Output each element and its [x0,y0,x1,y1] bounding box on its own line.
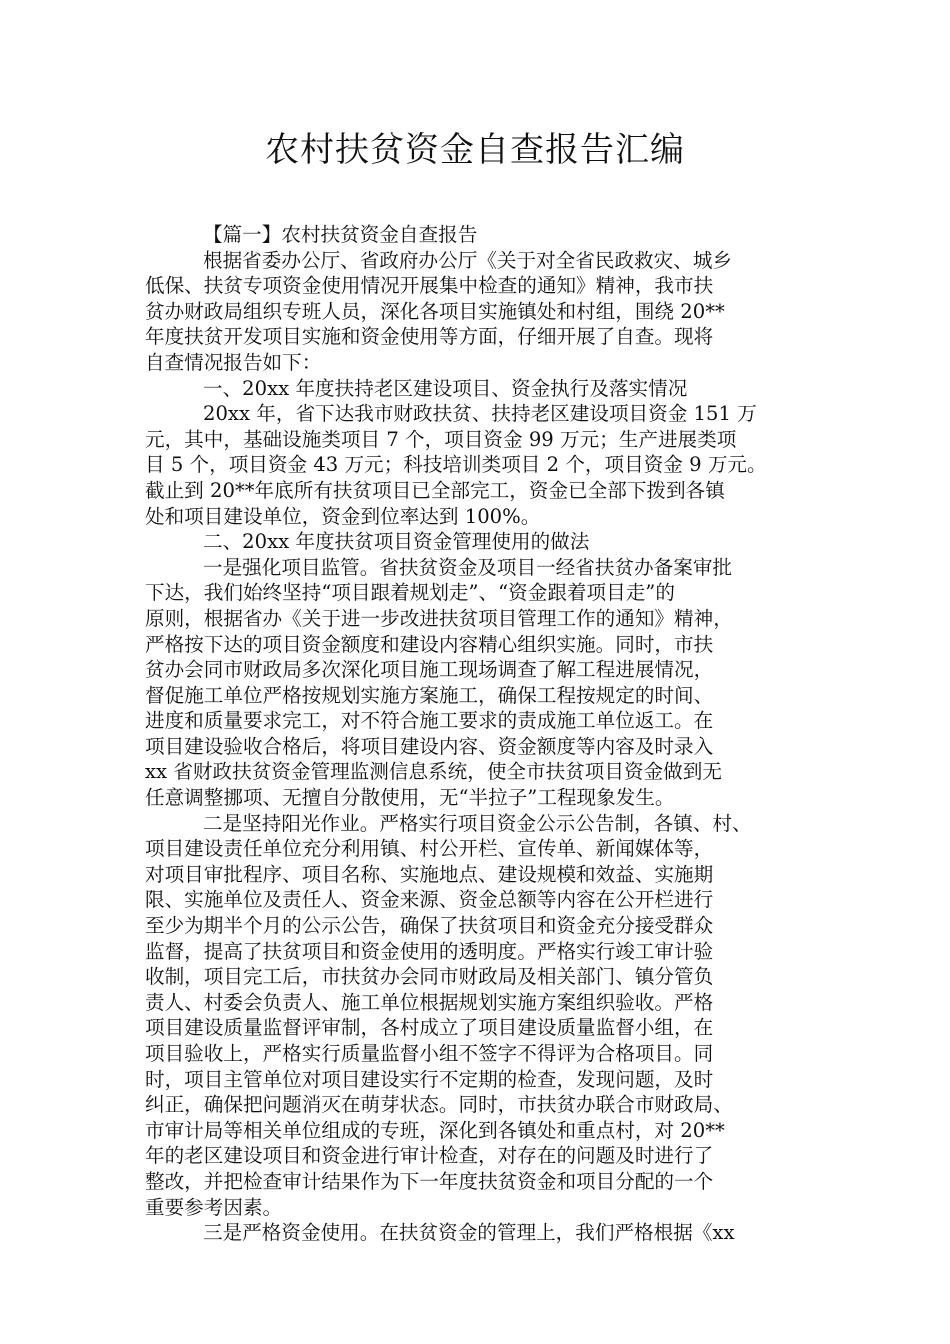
paragraph-container [145,248,820,1246]
paragraph-line: 自查情况报告如下： [145,350,322,374]
paragraph-line: 根据省委办公厅、省政府办公厅《关于对全省民政救灾、城乡 [203,248,733,272]
paragraph-line: 对项目审批程序、项目名称、实施地点、建设规模和效益、实施期 [145,862,714,886]
paragraph [145,401,820,529]
paragraph-line: 任意调整挪项、无擅自分散使用，无“半拉子”工程现象发生。 [145,786,675,810]
paragraph-line: 严格按下达的项目资金额度和建设内容精心组织实施。同时，市扶 [145,632,714,656]
paragraph-line: 20xx 年，省下达我市财政扶贫、扶持老区建设项目资金 151 万 [203,402,757,426]
paragraph-line: 限、实施单位及责任人、资金来源、资金总额等内容在公开栏进行 [145,888,714,912]
paragraph-line: 责人、村委会负责人、施工单位根据规划实施方案组织验收。严格 [145,990,714,1014]
paragraph-line: 项目验收上，严格实行质量监督小组不签字不得评为合格项目。同 [145,1042,714,1065]
paragraph-line: 元，其中，基础设施类项目 7 个，项目资金 99 万元；生产进展类项 [145,427,737,451]
paragraph [145,529,820,555]
paragraph-line: 贫办财政局组织专班人员，深化各项目实施镇处和村组，围绕 20** [145,299,725,323]
paragraph-line: 项目建设验收合格后，将项目建设内容、资金额度等内容及时录入 [145,734,714,758]
paragraph-line: 原则，根据省办《关于进一步改进扶贫项目管理工作的通知》精神， [145,606,733,630]
paragraph-line: 收制，项目完工后，市扶贫办会同市财政局及相关部门、镇分管负 [145,965,714,989]
document-title: 农村扶贫资金自查报告汇编 [265,130,685,170]
paragraph-line: 三是严格资金使用。在扶贫资金的管理上，我们严格根据《xx [203,1221,735,1245]
paragraph-line: 年度扶贫开发项目实施和资金使用等方面，仔细开展了自查。现将 [145,325,714,349]
paragraph-line: 一是强化项目监管。省扶贫资金及项目一经省扶贫办备案审批 [203,555,733,579]
paragraph-line: 项目建设质量监督评审制，各村成立了项目建设质量监督小组，在 [145,1016,714,1040]
paragraph-line: 下达，我们始终坚持“项目跟着规划走”、“资金跟着项目走”的 [145,581,675,605]
paragraph-line: 目 5 个，项目资金 43 万元；科技培训类项目 2 个，项目资金 9 万元。 [145,453,767,477]
paragraph-line: 一、20xx 年度扶持老区建设项目、资金执行及落实情况 [203,376,688,400]
paragraph-line: 时，项目主管单位对项目建设实行不定期的检查，发现问题，及时 [145,1067,714,1091]
paragraph-line: 重要参考因素。 [145,1195,283,1219]
paragraph-line: 截止到 20**年底所有扶贫项目已全部完工，资金已全部下拨到各镇 [145,478,725,502]
paragraph [145,1220,820,1246]
paragraph-line: 督促施工单位严格按规划实施方案施工，确保工程按规定的时间、 [145,683,714,707]
paragraph-line: 年的老区建设项目和资金进行审计检查，对存在的问题及时进行了 [145,1144,714,1168]
paragraph [145,811,820,1221]
document-body [145,222,820,1246]
paragraph-line: 监督，提高了扶贫项目和资金使用的透明度。严格实行竣工审计验 [145,939,714,963]
paragraph-line: 处和项目建设单位，资金到位率达到 100%。 [145,504,541,528]
paragraph-line: 二是坚持阳光作业。严格实行项目资金公示公告制，各镇、村、 [203,811,752,835]
paragraph-line: 纠正，确保把问题消灭在萌芽状态。同时，市扶贫办联合市财政局、 [145,1093,733,1117]
paragraph-line: 整改，并把检查审计结果作为下一年度扶贫资金和项目分配的一个 [145,1169,714,1193]
paragraph-line: 低保、扶贫专项资金使用情况开展集中检查的通知》精神，我市扶 [145,274,714,298]
paragraph-line: 市审计局等相关单位组成的专班，深化到各镇处和重点村，对 20** [145,1118,725,1142]
paragraph-line: 二、20xx 年度扶贫项目资金管理使用的做法 [203,530,590,554]
paragraph-line: xx 省财政扶贫资金管理监测信息系统，使全市扶贫项目资金做到无 [145,760,722,784]
paragraph [145,376,820,402]
paragraph [145,248,820,376]
paragraph-line: 项目建设责任单位充分利用镇、村公开栏、宣传单、新闻媒体等， [145,837,714,861]
paragraph-line: 贫办会同市财政局多次深化项目施工现场调查了解工程进展情况， [145,658,714,682]
paragraph-line: 至少为期半个月的公示公告，确保了扶贫项目和资金充分接受群众 [145,914,714,938]
section-heading: 【篇一】农村扶贫资金自查报告 [203,223,478,246]
paragraph [145,555,820,811]
paragraph-line: 进度和质量要求完工，对不符合施工要求的责成施工单位返工。在 [145,709,714,733]
